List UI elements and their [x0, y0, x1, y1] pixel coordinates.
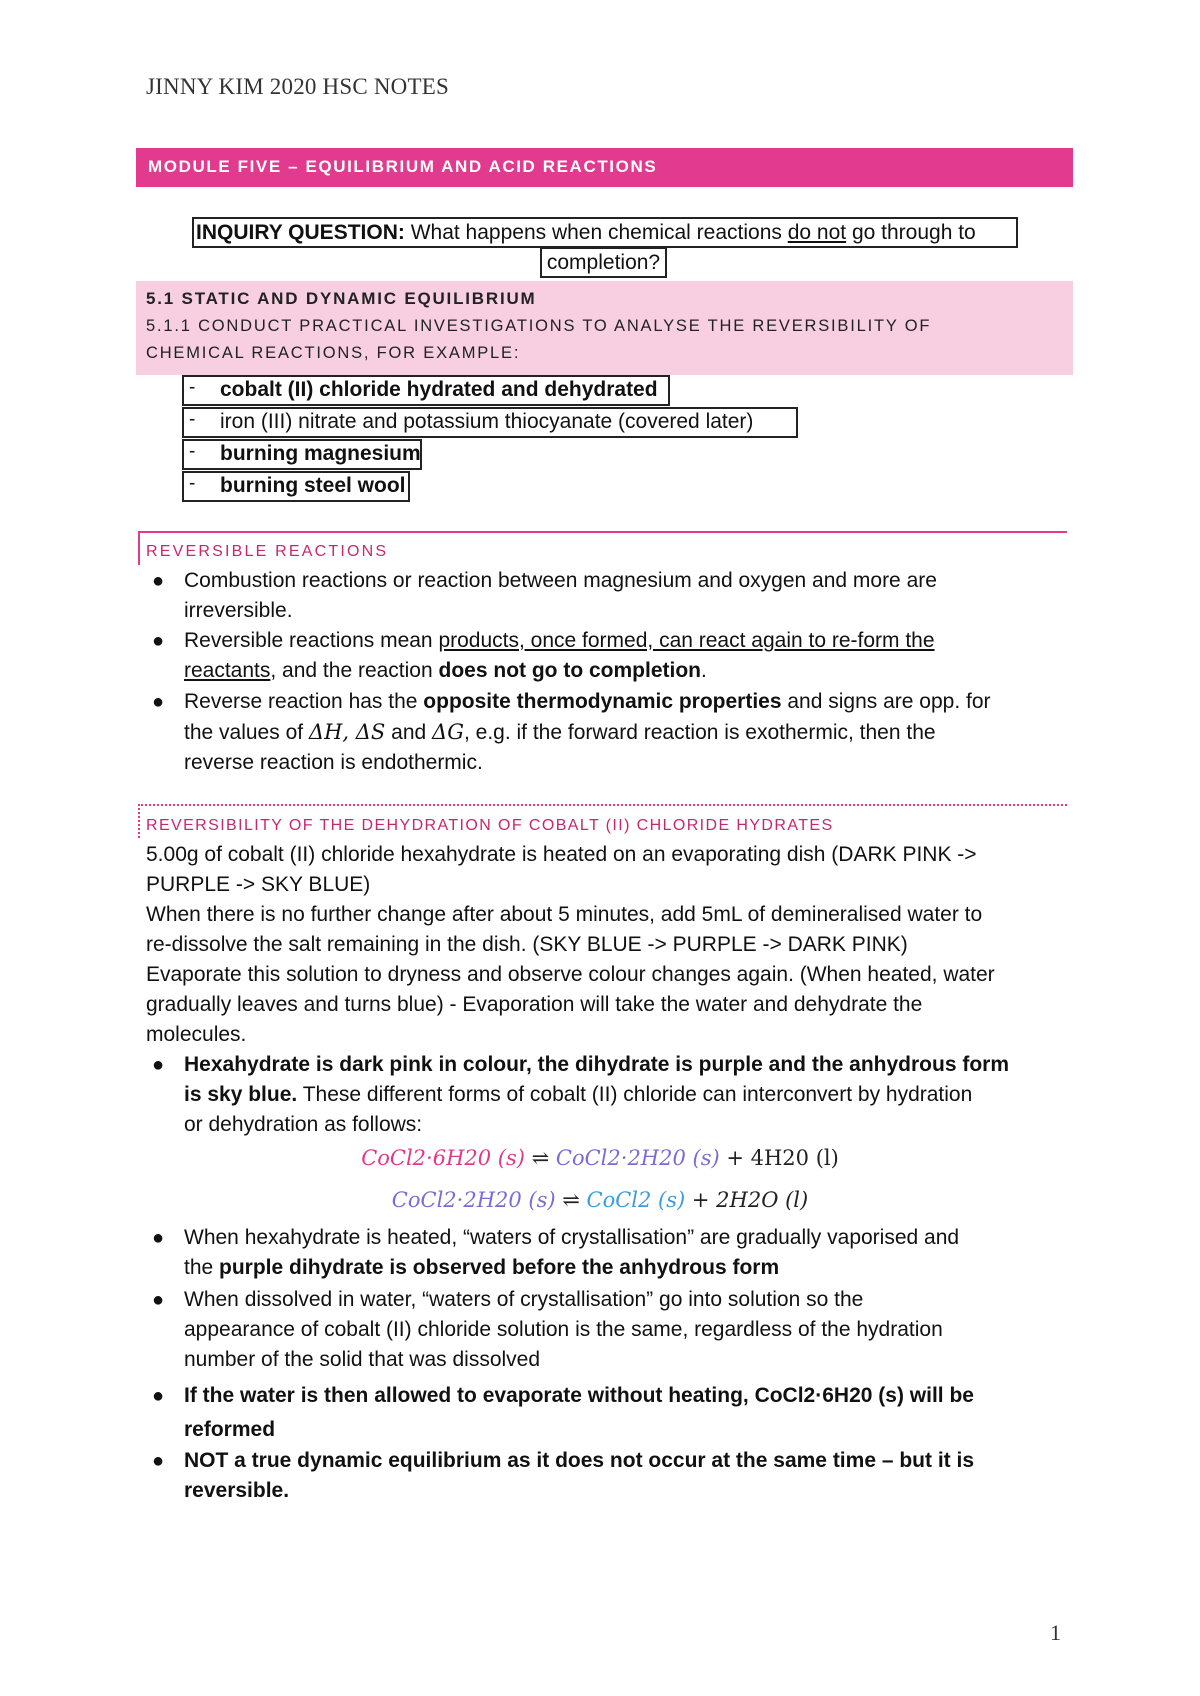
inquiry-label: INQUIRY QUESTION: [196, 221, 405, 244]
list-dash: - [189, 409, 196, 430]
equation-term: CoCl2·2H20 (s) [391, 1188, 556, 1212]
cobalt-heading-rule [138, 804, 1067, 806]
page-header: JINNY KIM 2020 HSC NOTES [146, 74, 449, 99]
list-dash: - [189, 377, 196, 398]
list-item [182, 439, 422, 470]
list-item [152, 687, 1084, 778]
bullet-text: , e.g. if the forward reaction is exothermic, then the [463, 721, 936, 744]
inquiry-line-1 [192, 217, 1018, 248]
bullet-text: the [184, 1256, 220, 1279]
bullet-text: or dehydration as follows: [184, 1113, 423, 1136]
paragraph-line: gradually leaves and turns blue) - Evaporation will take the water and dehydrate the [146, 993, 923, 1016]
cobalt-heading: REVERSIBILITY OF THE DEHYDRATION OF COBALT (II) CHLORIDE HYDRATES [146, 817, 834, 834]
bullet-underlined: reactants [184, 659, 271, 682]
bullet-bold: is sky blue. [184, 1083, 298, 1106]
inquiry-text-end: go through to [846, 221, 976, 244]
bullet-icon: ● [152, 630, 165, 652]
bullet-icon: ● [152, 1054, 165, 1076]
bullet-bold: reformed [184, 1418, 276, 1441]
equilibrium-arrow-icon: ⇌ [524, 1146, 556, 1170]
section-heading-block [136, 281, 1073, 375]
list-item [152, 1223, 1084, 1283]
bullet-text: number of the solid that was dissolved [184, 1348, 541, 1371]
equation-1 [0, 1146, 1200, 1170]
list-item [152, 1446, 1084, 1506]
list-item [182, 407, 798, 438]
bullet-underlined: products, once formed, can react again to re-form the [438, 629, 935, 652]
bullet-line [184, 656, 1084, 686]
reversible-heading-rule [138, 531, 1067, 533]
bullet-icon: ● [152, 1385, 165, 1407]
section-subtitle-2: CHEMICAL REACTIONS, FOR EXAMPLE: [146, 344, 521, 362]
bullet-text: Reversible reactions mean [184, 629, 439, 652]
bullet-line [184, 626, 1084, 656]
module-title-bar [136, 148, 1073, 187]
cobalt-heading-bar [138, 804, 140, 838]
bullet-bold: reversible. [184, 1479, 290, 1502]
bullet-text: irreversible. [184, 599, 293, 622]
bullet-text: When hexahydrate is heated, “waters of crystallisation” are gradually vaporised and [184, 1226, 960, 1249]
reversible-heading: REVERSIBLE REACTIONS [146, 543, 389, 560]
bullet-text: Reverse reaction has the [184, 690, 424, 713]
bullet-text: and [385, 721, 433, 744]
list-dash: - [189, 441, 196, 462]
section-title: 5.1 STATIC AND DYNAMIC EQUILIBRIUM [146, 289, 537, 308]
equation-2 [0, 1188, 1200, 1212]
paragraph-line: molecules. [146, 1023, 247, 1046]
paragraph-line: Evaporate this solution to dryness and observe colour changes again. (When heated, water [146, 963, 995, 986]
bullet-text: appearance of cobalt (II) chloride solution is the same, regardless of the hydration [184, 1318, 943, 1341]
bullet-line [184, 1080, 1084, 1110]
math-text: ΔG [432, 720, 464, 744]
list-item-text: iron (III) nitrate and potassium thiocyanate (covered later) [220, 410, 754, 433]
bullet-bold: NOT a true dynamic equilibrium as it does not occur at the same time – but it is [184, 1449, 975, 1472]
equation-term: CoCl2 (s) [586, 1188, 686, 1212]
inquiry-line-2-text: completion? [546, 251, 661, 274]
page-number: 1 [1050, 1620, 1061, 1645]
bullet-bold: does not go to completion [438, 659, 701, 682]
bullet-bold: purple dihydrate is observed before the anhydrous form [219, 1256, 780, 1279]
bullet-line [184, 1253, 1084, 1283]
equation-term: + 2H2O (l) [685, 1188, 809, 1212]
list-item [152, 1379, 1084, 1447]
bullet-line [184, 717, 1084, 748]
bullet-text: . [701, 659, 707, 682]
equilibrium-arrow-icon: ⇌ [555, 1188, 587, 1212]
list-item-text: burning steel wool [220, 474, 406, 497]
bullet-text: Combustion reactions or reaction between magnesium and oxygen and more are [184, 569, 937, 592]
list-item [182, 471, 410, 502]
list-dash: - [189, 473, 196, 494]
bullet-text: These different forms of cobalt (II) chloride can interconvert by hydration [297, 1083, 973, 1106]
bullet-icon: ● [152, 570, 165, 592]
equation-term: CoCl2·6H20 (s) [361, 1146, 525, 1170]
inquiry-line-2 [540, 247, 667, 278]
reversible-heading-bar [138, 531, 140, 565]
bullet-line [184, 687, 1084, 717]
paragraph-line: When there is no further change after about 5 minutes, add 5mL of demineralised water to [146, 903, 983, 926]
inquiry-text: What happens when chemical reactions [404, 221, 788, 244]
procedure-text [146, 840, 1086, 1050]
bullet-text: When dissolved in water, “waters of crystallisation” go into solution so the [184, 1288, 864, 1311]
bullet-icon: ● [152, 1227, 165, 1249]
list-item [152, 626, 1084, 686]
list-item [152, 1285, 1084, 1375]
list-item [152, 1050, 1084, 1140]
bullet-text: , and the reaction [270, 659, 439, 682]
section-subtitle-1: 5.1.1 CONDUCT PRACTICAL INVESTIGATIONS TO ANALYSE THE REVERSIBILITY OF [146, 317, 932, 335]
bullet-bold: If the water is then allowed to evaporate without heating, CoCl2·6H20 (s) will be [184, 1384, 974, 1407]
equation-term: + 4H20 (l) [719, 1146, 839, 1170]
list-item-text: cobalt (II) chloride hydrated and dehydrated [220, 378, 658, 401]
bullet-text: reverse reaction is endothermic. [184, 751, 483, 774]
math-text: ΔH, ΔS [308, 720, 386, 744]
paragraph-line: PURPLE -> SKY BLUE) [146, 873, 371, 896]
list-item-text: burning magnesium [220, 442, 421, 465]
list-item [182, 375, 670, 406]
bullet-icon: ● [152, 691, 165, 713]
inquiry-underlined: do not [787, 221, 847, 244]
bullet-bold: opposite thermodynamic properties [423, 690, 782, 713]
bullet-icon: ● [152, 1450, 165, 1472]
bullet-icon: ● [152, 1289, 165, 1311]
paragraph-line: 5.00g of cobalt (II) chloride hexahydrate is heated on an evaporating dish (DARK PINK -> [146, 843, 977, 866]
list-item [152, 566, 1084, 626]
bullet-text: and signs are opp. for [781, 690, 991, 713]
equation-term: CoCl2·2H20 (s) [555, 1146, 720, 1170]
bullet-bold: Hexahydrate is dark pink in colour, the dihydrate is purple and the anhydrous form [184, 1053, 1010, 1076]
paragraph-line: re-dissolve the salt remaining in the dish. (SKY BLUE -> PURPLE -> DARK PINK) [146, 933, 908, 956]
module-title: MODULE FIVE – EQUILIBRIUM AND ACID REACTIONS [148, 157, 658, 176]
bullet-text: the values of [184, 721, 309, 744]
